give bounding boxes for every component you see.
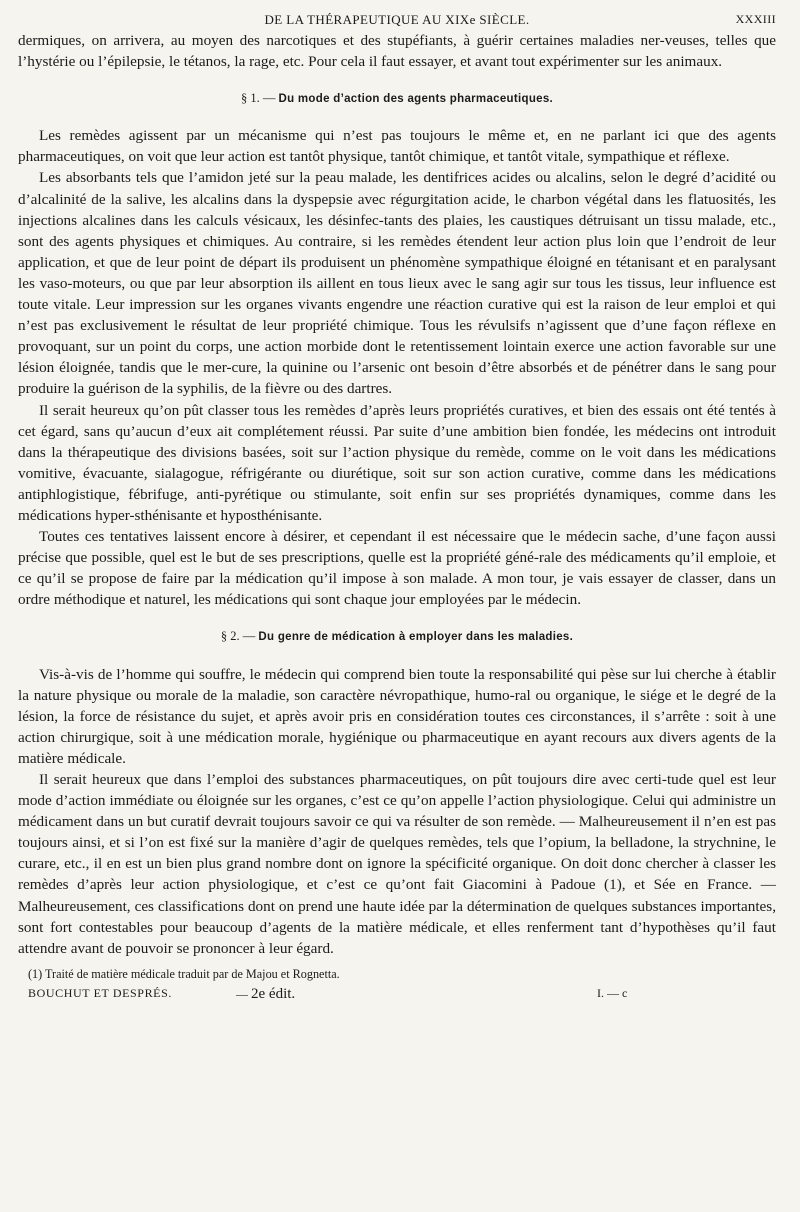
section-1-paragraph: Il serait heureux qu’on pût classer tous les remèdes d’après leurs propriétés curatives, et bien des essais ont été tentés à cet égard, sans qu’aucun d’eux ait complétement réussi. Par suite d’une ambition bien fondée, les médecins ont introduit dans la thérapeutique des divisions basées, soit sur l’action physique du remède, comme on le voit dans les médications vomitive, évacuante, sialagogue, réfrigérante ou diurétique, soit sur son action curative, comme dans les médications antiphlogistique, fébrifuge, anti-pyrétique ou stimulante, soit enfin sur ses propriétés dynamiques, comme dans les médications hyper-sthénisante et hyposthénisante.: [18, 401, 776, 524]
edition-label: 2e édit.: [251, 985, 296, 1002]
section-2-title: Du genre de médication à employer dans les maladies.: [258, 631, 574, 644]
section-2-paragraph: Vis-à-vis de l’homme qui souffre, le médecin qui comprend bien toute la responsabilité qui pèse sur lui cherche à établir la nature physique ou morale de la maladie, son caractère névropathique, humo-ral ou organique, le siége et le degré de la lésion, la force de résistance du sujet, et après avoir pris en considération toutes ces circonstances, il s’arrête : soit à une action chirurgique, soit à une médication morale, hygiénique ou pharmaceutique en ayant recours aux divers agents de la matière médicale.: [18, 665, 776, 767]
running-title: DE LA THÉRAPEUTIQUE AU XIXe SIÈCLE.: [264, 12, 530, 27]
footnote: (1) Traité de matière médicale traduit par de Majou et Rognetta.: [28, 966, 340, 981]
section-2-heading: [18, 626, 776, 648]
section-1-number: § 1. —: [240, 91, 276, 106]
edition-separator: —: [236, 986, 248, 1001]
running-header: [18, 6, 776, 30]
page-body: [18, 30, 776, 959]
section-1-paragraph: Toutes ces tentatives laissent encore à désirer, et cependant il est nécessaire que le médecin sache, d’une façon aussi précise que possible, quel est le but de ses prescriptions, quelle est la propriété géné-rale des médicaments qu’il emploie, et ce qu’il se propose de faire par la médication qu’il impose à son malade. A mon tour, je vais essayer de classer, dans un ordre méthodique et naturel, les médications qui sont chaque jour employées par le médecin.: [18, 528, 776, 609]
edition-mark: [236, 986, 295, 1003]
sheet-signature: I. — c: [597, 985, 628, 1000]
section-1-paragraph: Les absorbants tels que l’amidon jeté sur la peau malade, les dentifrices acides ou alcalins, selon le degré d’acidité ou d’alcalinité de la salive, les alcalins dans la dyspepsie avec régurgitation acide, le charbon végétal dans les flatuosités, les injections alcalines dans les calculs vésicaux, les désinfec-tants des plaies, les caustiques détruisant un tissu malade, etc., sont des agents physiques et chimiques. Au contraire, si les remèdes étendent leur action plus loin que l’endroit de leur application, et que de leur point de départ ils produisent un phénomène sympathique éloigné en tétanisant et en paralysant les vaso-moteurs, ou que par leur absorption ils aillent en tous lieux avec le sang agir sur tous les tissus, leur influence est toute vitale. Leur impression sur les organes vivants engendre une réaction curative qui est la raison de leur emploi et qui n’est pas exclusivement le résultat de leur propriété chimique. Tous les révulsifs n’agissent que d’une façon réflexe en provoquant, sur un point du corps, une action morbide dont le retentissement lointain exerce une action favorable sur une lésion éloignée, tandis que le mer-cure, la quinine ou l’arsenic ont besoin d’être absorbés et de pénétrer dans le sang pour produire la guérison de la syphilis, de la fièvre ou des dartres.: [18, 169, 776, 398]
printer-names: BOUCHUT ET DESPRÉS.: [28, 985, 172, 1000]
section-1-title: Du mode d’action des agents pharmaceutiques.: [278, 93, 554, 106]
section-2-paragraph: Il serait heureux que dans l’emploi des substances pharmaceutiques, on pût toujours dire avec certi-tude quel est leur mode d’action immédiate ou éloignée sur les organes, c’est ce qu’on appelle l’action physiologique. Celui qui administre un médicament dans un but curatif devrait toujours savoir ce qui va résulter de son remède. — Malheureusement il n’en est pas toujours ainsi, et si l’on est fixé sur la manière d’agir de quelques remèdes, tels que l’opium, la belladone, la strychnine, le curare, etc., il en est un bien plus grand nombre dont on ignore la spécificité organique. On doit donc chercher à classer les remèdes d’après leur action physiologique, et c’est ce qu’ont fait Giacomini à Padoue (1), et Sée en France. — Malheureusement, ces classifications dont on prend une haute idée par la détermination de quelques substances importantes, sont fort contestables pour beaucoup d’agents de la matière médicale, et elles renferment tant d’hypothèses qu’il faut attendre avant de pouvoir se prononcer à leur égard.: [18, 771, 776, 957]
intro-paragraph: dermiques, on arrivera, au moyen des narcotiques et des stupéfiants, à guérir certaines maladies ner-veuses, telles que l’hystérie ou l’épilepsie, le tétanos, la rage, etc. Pour cela il faut essayer, et avant tout expérimenter sur les animaux.: [18, 32, 776, 71]
section-1-heading: [18, 88, 776, 110]
section-2-number: § 2. —: [220, 629, 256, 644]
page-number: XXXIII: [735, 12, 776, 26]
printer-signature-line: [18, 986, 776, 1004]
section-1-paragraph: Les remèdes agissent par un mécanisme qui n’est pas toujours le même et, en ne parlant ici que des agents pharmaceutiques, on voit que leur action est tantôt physique, tantôt chimique, et tantôt vitale, sympathique et réflexe.: [18, 127, 776, 166]
